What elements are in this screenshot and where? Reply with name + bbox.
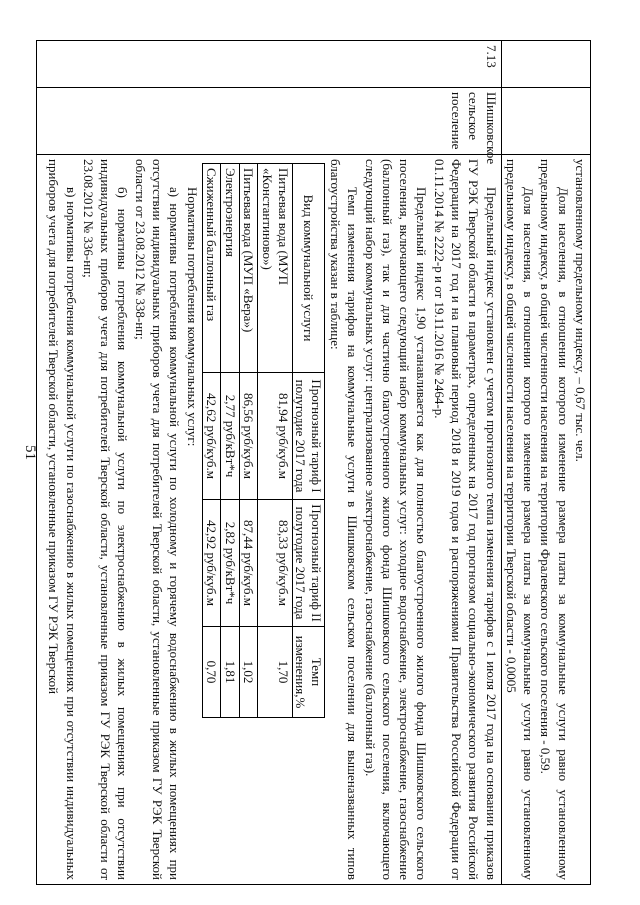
norms-title: Нормативы потребления коммунальных услуг: [184,187,200,447]
cell-change-rate: 1,81 [221,627,240,718]
empty-number-cell [501,41,590,88]
continuation-line: установленному предельному индексу, – 0,67 тыс. чел. [573,159,588,462]
header-service: Вид коммунальной услуги [292,164,324,373]
cell-change-rate: 1,02 [239,627,258,718]
empty-name-cell [501,88,590,155]
cell-tariff-h1: 81,94 руб/куб.м [258,373,292,500]
cell-change-rate: 0,70 [202,627,221,718]
cell-service: Питьевая вода (МУП «Константиново») [258,164,292,373]
continuation-row [501,41,590,885]
header-tariff-h1: Прогнозный тариф I полугодие 2017 года [292,373,324,500]
tariff-table [202,163,325,718]
entry-content [37,155,502,885]
norm-gas: в) нормативы потребления коммунальной услуги по газоснабжению в жилых помещениях при отсутствии индивидуальных приборов учета для потребителей Тверской области, установленные приказом ГУ РЭК Тверской [46,159,79,880]
cell-tariff-h1: 2,77 руб/кВт*ч [221,373,240,500]
header-change-rate: Темп изменения,% [292,627,324,718]
cell-service: Питьевая вода (МУП «Вера») [239,164,258,373]
continuation-share-region: Доля населения, в отношении которого изменение размера платы за коммунальные услуги равно установленному предельному индексу, в общей численности населения на территории Тверской области - 0,0005 [503,159,537,880]
paragraph-basis: Предельный индекс установлен с учетом прогнозного темпа изменения тарифов с 1 июля 2017 года на основании приказов ГУ РЭК Тверской области в параметрах, определенных на 2017 год прогнозом социально-экономического развития Российской Федерации на 2017 год и на плановый период 2018 и 2019 годов и распоряжениями Правительства Российской Федерации от 01.11.2014 № 2222-р и от 19.11.2016 № 2464-р. [431,159,499,880]
entry-settlement-name: Шишковское сельское поселение [37,88,502,155]
table-row [202,164,221,718]
table-row [221,164,240,718]
norm-water: а) нормативы потребления коммунальной услуги по холодному и горячему водоснабжению в жилых помещениях при отсутствии индивидуальных приборов учета для потребителей Тверской области, установленные приказом ГУ РЭК Тверской области от 23.08.2012 № 338-нп; [132,159,183,880]
cell-tariff-h2: 2,82 руб/кВт*ч [221,500,240,627]
cell-service: Сжиженный баллонный газ [202,164,221,373]
cell-tariff-h1: 42,62 руб/куб.м [202,373,221,500]
cell-service: Электроэнергия [221,164,240,373]
paragraph-index: Предельный индекс 1,90 устанавливается как для полностью благоустроенного жилого фонда Шишковского сельского поселения, включающего следующий набор коммунальных услуг: холодное водоснабжение, электроснабжение, газоснабжение (баллонный газ), так и для частично благоустроенного жилого фонда Шишковского сельского поселения, включающего следующий набор коммунальных услуг: централизованное электроснабжение, газоснабжение (баллонный газ). [362,159,430,880]
table-row [258,164,292,718]
paragraph-table-intro: Темп изменения тарифов на коммунальные услуги в Шишковском сельском поселении для вышеназванных типов благоустройства указан в таблице: [328,159,361,880]
cell-tariff-h2: 42,92 руб/куб.м [202,500,221,627]
continuation-share-settlement: Доля населения, в отношении которого изменение размера платы за коммунальные услуги равно установленному предельному индексу, в общей численности населения на территории Фралевского сельского поселения - 0,59. [538,159,571,880]
entry-row [37,41,502,885]
main-table [36,40,591,885]
page-number: 51 [22,445,38,460]
cell-tariff-h2: 87,44 руб/куб.м [239,500,258,627]
cell-change-rate: 1,70 [258,627,292,718]
rotated-page-content [36,40,591,885]
header-tariff-h2: Прогнозный тариф II полугодие 2017 года [292,500,324,627]
cell-tariff-h2: 83,33 руб/куб.м [258,500,292,627]
entry-number: 7.13 [37,41,502,88]
norm-electricity: б) нормативы потребления коммунальной услуги по электроснабжению в жилых помещениях при отсутствии индивидуальных приборов учета для потребителей Тверской области, установленные приказом ГУ РЭК Тверской области от 23.08.2012 № 336-нп; [80,159,131,880]
tariff-header-row [292,164,324,718]
continuation-cell [501,155,590,885]
cell-tariff-h1: 86,56 руб/куб.м [239,373,258,500]
table-row [239,164,258,718]
